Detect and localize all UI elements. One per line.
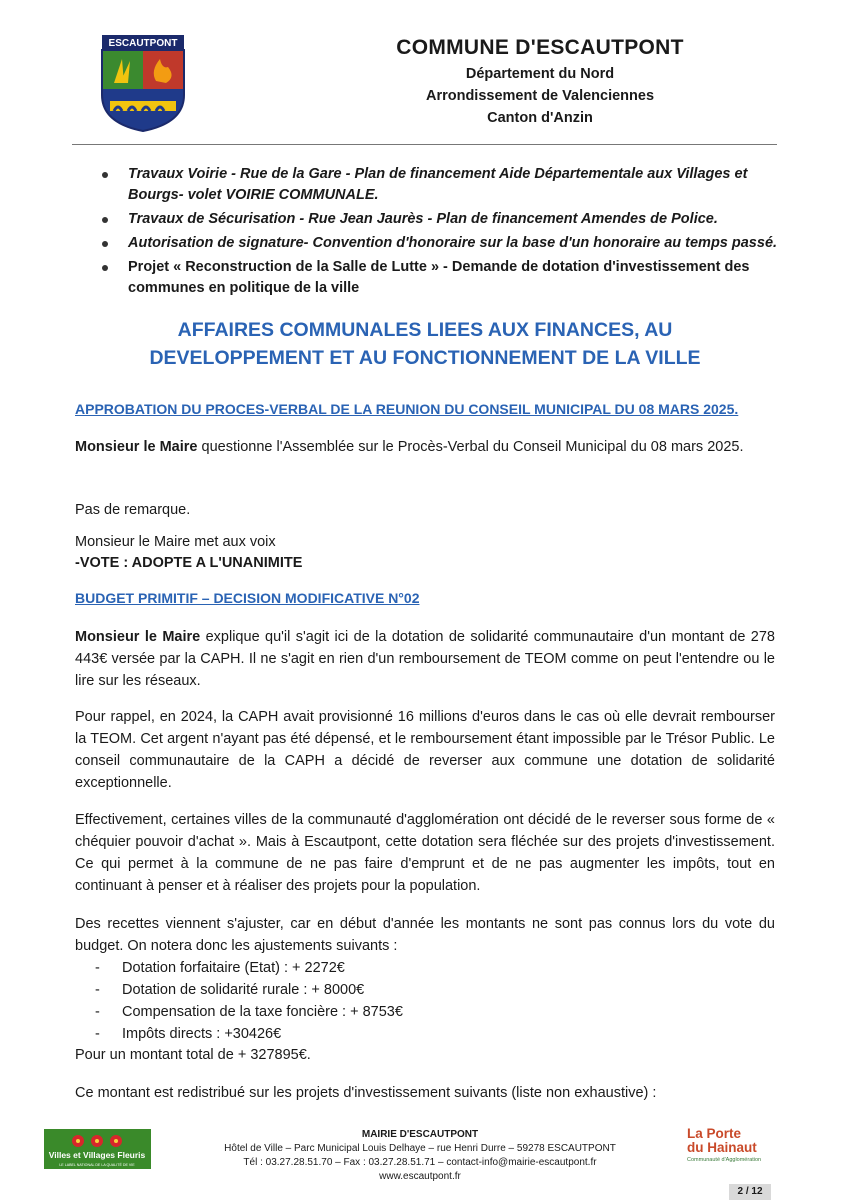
commune-title: COMMUNE D'ESCAUTPONT: [396, 36, 684, 59]
bullet-dot-icon: [102, 265, 108, 271]
villes-villages-fleuris-logo: [44, 1129, 151, 1169]
footer-mairie-title: MAIRIE D'ESCAUTPONT: [361, 1129, 479, 1140]
svg-text:Villes et Villages Fleuris: Villes et Villages Fleuris: [48, 1150, 146, 1160]
header-canton: Canton d'Anzin: [487, 110, 593, 126]
list-item: - Impôts directs : +30426€: [95, 1026, 282, 1042]
footer-address: Hôtel de Ville – Parc Municipal Louis Delhaye – rue Henri Durre – 59278 ESCAUTPONT: [224, 1143, 616, 1154]
paragraph-text: questionne l'Assemblée sur le Procès-Verbal du Conseil Municipal du 08 mars 2025.: [197, 439, 744, 455]
bullet-item: Travaux de Sécurisation - Rue Jean Jaurès - Plan de financement Amendes de Police.: [100, 209, 790, 230]
header-arrondissement: Arrondissement de Valenciennes: [425, 88, 655, 104]
subsection-title-budget: BUDGET PRIMITIF – DECISION MODIFICATIVE N°02: [75, 590, 420, 606]
list-item: - Dotation de solidarité rurale : + 8000€: [95, 982, 365, 998]
bullet-dot-icon: [102, 217, 108, 223]
bullet-item: Projet « Reconstruction de la Salle de Lutte » - Demande de dotation d'investissement des communes en politique de la ville: [100, 257, 790, 299]
escautpont-crest-logo: [100, 33, 186, 133]
paragraph-no-remark: Pas de remarque.: [75, 502, 191, 518]
footer-contact: Tél : 03.27.28.51.70 – Fax : 03.27.28.51.71 – contact-info@mairie-escautpont.fr: [243, 1157, 597, 1168]
la-porte-du-hainaut-logo: [687, 1127, 787, 1163]
agenda-bullet-list: [100, 164, 790, 302]
paragraph-redistribution: Ce montant est redistribué sur les projets d'investissement suivants (liste non exhaustive) :: [75, 1085, 657, 1101]
mayor-label: Monsieur le Maire: [75, 439, 198, 455]
paragraph-rappel: Pour rappel, en 2024, la CAPH avait provisionné 16 millions d'euros dans le cas où elle devrait rembourser la TEOM. Cet argent n'ayant pas été dépensé, et le remboursement étant impossible par le Trésor Public. Le conseil communautaire de la CAPH a décidé de reverser aux commune une dotation de solidarité exceptionnelle.: [75, 709, 775, 791]
bullet-dot-icon: [102, 172, 108, 178]
bullet-item: Autorisation de signature- Convention d'honoraire sur la base d'un honoraire au temps passé.: [100, 233, 790, 254]
bullet-dot-icon: [102, 241, 108, 247]
page-number: 2 / 12: [729, 1184, 771, 1200]
header-department: Département du Nord: [465, 66, 615, 82]
svg-text:ESCAUTPONT: ESCAUTPONT: [108, 38, 178, 49]
subsection-title-approbation: APPROBATION DU PROCES-VERBAL DE LA REUNION DU CONSEIL MUNICIPAL DU 08 MARS 2025.: [75, 401, 739, 417]
section-title-line: DEVELOPPEMENT ET AU FONCTIONNEMENT DE LA VILLE: [149, 347, 701, 369]
logo-subtext: Communauté d'Agglomération: [687, 1157, 762, 1163]
adjustments-list: [95, 957, 745, 1045]
list-item: - Dotation forfaitaire (Etat) : + 2272€: [95, 960, 345, 976]
vote-result: -VOTE : ADOPTE A L'UNANIMITE: [75, 555, 303, 571]
logo-text: La Porte: [687, 1126, 742, 1141]
list-item: - Compensation de la taxe foncière : + 8753€: [95, 1004, 403, 1020]
bullet-item: Travaux Voirie - Rue de la Gare - Plan de financement Aide Départementale aux Villages et Bourgs- volet VOIRIE COMMUNALE.: [100, 164, 790, 206]
mayor-label: Monsieur le Maire: [75, 629, 201, 645]
paragraph-dotation: [75, 626, 775, 692]
paragraph-vote-intro: Monsieur le Maire met aux voix: [75, 534, 276, 550]
paragraph-effectivement: Effectivement, certaines villes de la communauté d'agglomération ont décidé de le reverser sous forme de « chéquier pouvoir d'achat ». Mais à Escautpont, cette dotation sera fléchée sur des projets d'investissement. Ce qui permet à la commune de ne pas faire d'emprunt et de ne pas augmenter les impôts, tout en continuant à penser et à réaliser des projets pour la population.: [75, 812, 775, 894]
paragraph-pv: [75, 436, 775, 458]
paragraph-recettes: Des recettes viennent s'ajuster, car en début d'année les montants ne sont pas connus lors du vote du budget. On notera donc les ajustements suivants :: [75, 916, 775, 954]
svg-text:LE LABEL NATIONAL DE LA QUALIT: LE LABEL NATIONAL DE LA QUALITÉ DE VIE: [59, 1163, 135, 1167]
logo-text: du Hainaut: [687, 1140, 757, 1155]
total-amount: Pour un montant total de + 327895€.: [75, 1047, 311, 1063]
section-title-line: AFFAIRES COMMUNALES LIEES AUX FINANCES, AU: [177, 319, 673, 341]
paragraph-text: explique qu'il s'agit ici de la dotation de solidarité communautaire d'un montant de 278 443€ versée par la CAPH. Il ne s'agit en rien d'un remboursement de TEOM comme on peut l'entendre ou le lire sur les réseaux.: [75, 629, 775, 689]
header-divider: [72, 144, 777, 145]
section-title: [100, 316, 750, 372]
footer-website[interactable]: www.escautpont.fr: [379, 1171, 461, 1182]
